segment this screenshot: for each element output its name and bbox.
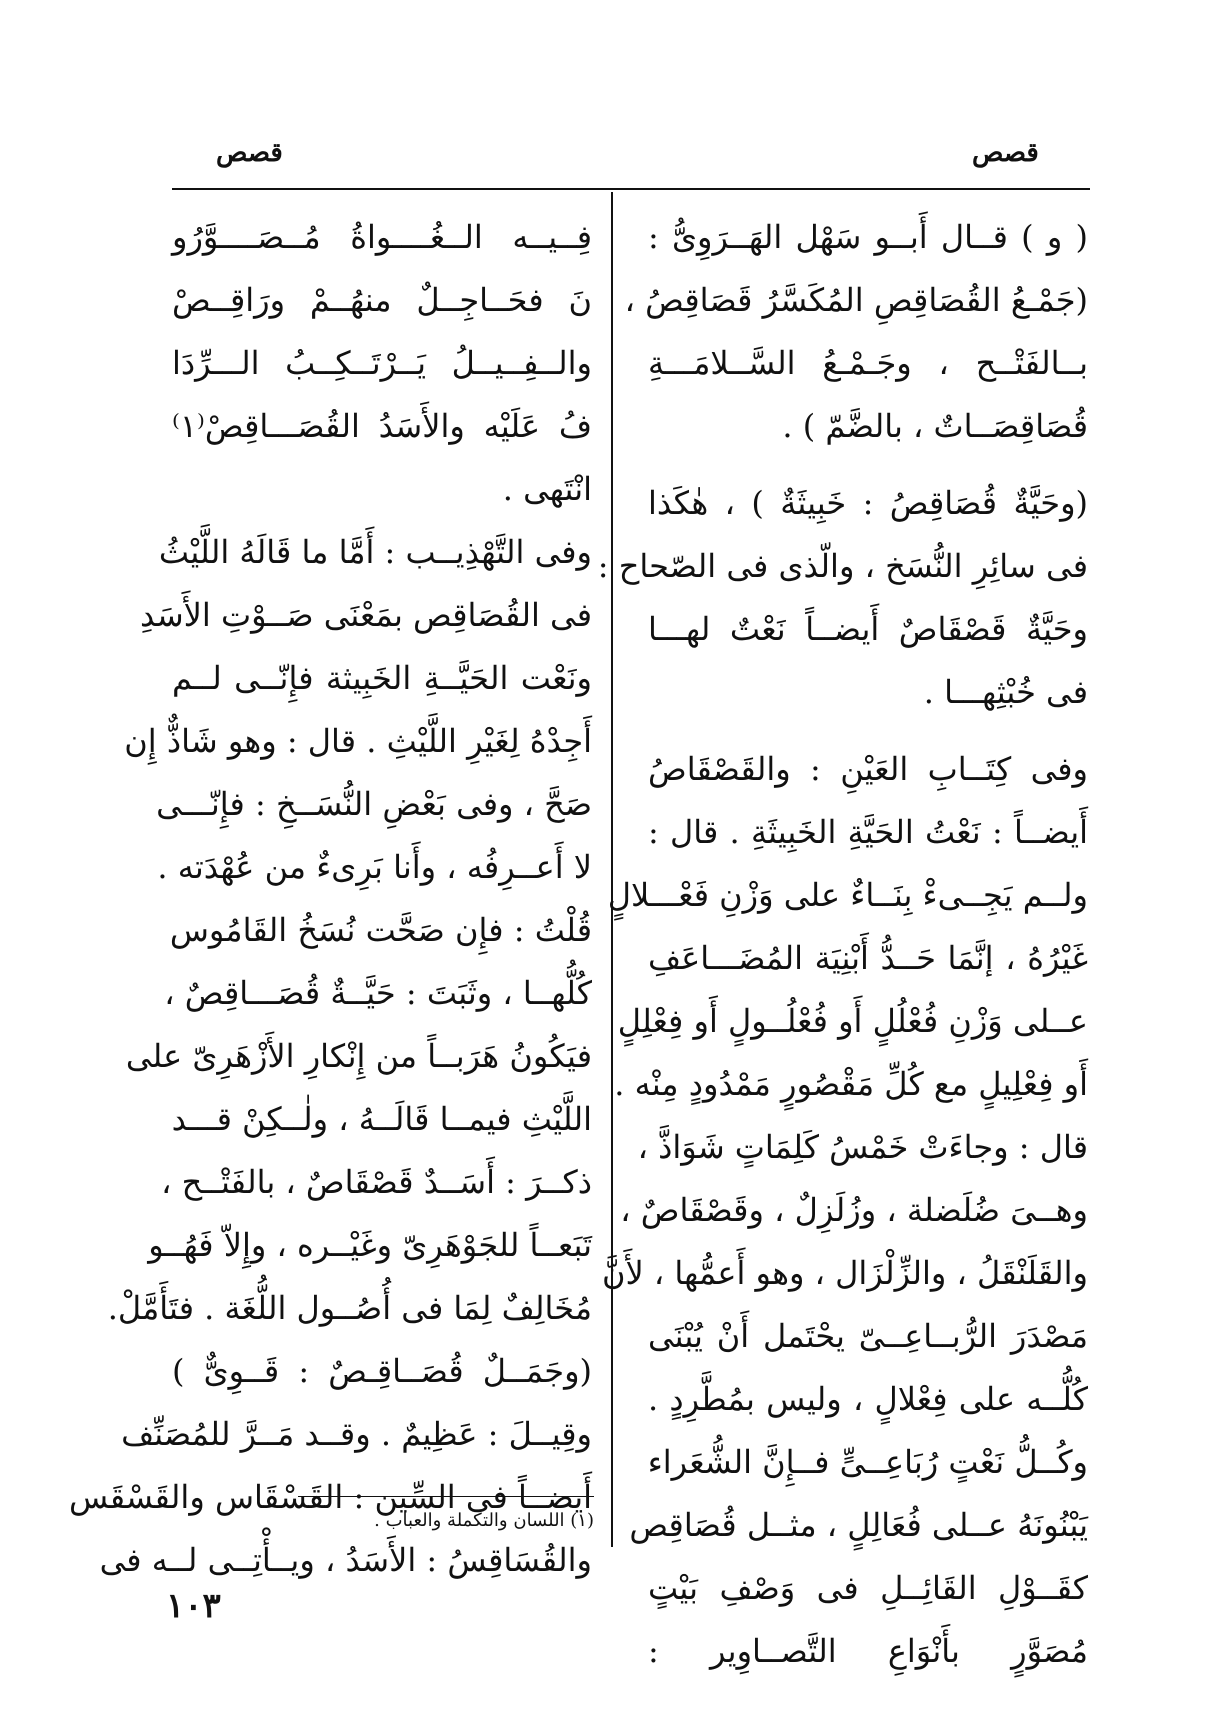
verse-line: فُ عَلَيْه والأَسَدُ القُصَـــاقِصْ⁽١⁾: [172, 407, 592, 445]
text-line: أَجِدْهُ لِغَيْرِ اللَّيْثِ . قال : وهو شَاذٌّ إِن: [124, 722, 592, 760]
verse-line: فِــيــه الــغُــــواةُ مُــصَــــوَّرُو: [172, 218, 592, 256]
text-line: (وجَمَــلٌ قُصَــاقِـصٌ : قَــوِىٌّ ): [172, 1352, 592, 1390]
text-line: اللَّيْثِ فيمــا قَالَــهُ ، ولٰــكِنْ قـــد: [171, 1100, 592, 1138]
right-text-column: [597, 206, 1088, 1683]
text-line: قال : وجاءَتْ خَمْسُ كَلِمَاتٍ شَوَاذَّ ،: [637, 1128, 1088, 1166]
text-line: فى القُصَاقِص بمَعْنَى صَــوْتِ الأَسَدِ: [140, 596, 592, 634]
text-line: وهــىَ ضُلَضلة ، وزُلَزِلٌ ، وقَصْقَاصٌ ،: [620, 1191, 1088, 1229]
text-line: كقَــوْلِ القَائِــلِ فى وَصْفِ بَيْتٍ: [648, 1569, 1088, 1607]
text-line: وكُــلُّ نَعْتٍ رُبَاعِــىٍّ فــإِنَّ الشُّعَراء: [647, 1443, 1088, 1481]
text-line: تَبَعــاً للجَوْهَرِىّ وغَيْــره ، وإِلاّ فَهُــو: [148, 1226, 592, 1264]
text-line: مَصْدَرَ الرُّبــاعِــىّ يحْتَمل أَنْ يُبْنَى: [648, 1317, 1088, 1355]
text-line: فيَكُونُ هَرَبــاً من إِنْكارِ الأَزْهَرِىّ على: [125, 1037, 592, 1075]
text-line: وحَيَّةٌ قَصْقَاصٌ أَيضــاً نَعْتٌ لهـــا: [648, 610, 1088, 648]
text-line: لا أَعــرِفُه ، وأَنا بَرِىءٌ من عُهْدَته .: [157, 848, 592, 886]
text-line: فى خُبْثِهـــا .: [923, 673, 1088, 711]
text-line: ذكــرَ : أَسَــدٌ قَصْقَاصٌ ، بالفَتْــح ،: [161, 1163, 592, 1201]
header-rule: [172, 188, 1090, 190]
text-line: ( و ) قــال أَبــو سَهْل الهَــرَوِىُّ :: [648, 218, 1088, 256]
text-line: وقِيــلَ : عَظِيمٌ . وقــد مَــرَّ للمُصَنِّف: [121, 1415, 592, 1453]
verse-line: نَ فحَــاجِــلٌ منهُــمْ ورَاقِــصْ: [172, 281, 592, 319]
running-header-right: قصص: [972, 138, 1039, 168]
text-line: وفى التَّهْذِيــب : أَمَّا ما قَالَهُ اللَّيْثُ: [158, 533, 592, 571]
text-line: أَيضــاً : نَعْتُ الحَيَّةِ الخَبِيثَةِ . قال :: [648, 813, 1088, 851]
footnote-rule: [298, 1496, 594, 1497]
text-line: قُصَاقِصَــاتٌ ، بالضَّمّ ) .: [782, 407, 1088, 445]
text-line: كُلُّــه على فِعْلالٍ ، وليس بمُطَّرِدٍ .: [648, 1380, 1088, 1418]
text-line: عــلى وَزْنِ فُعْلُلٍ أَو فُعْلُــولٍ أَو فِعْلِلٍ: [617, 1002, 1088, 1040]
text-line: قُلْتُ : فإِن صَحَّت نُسَخُ القَامُوس: [169, 911, 592, 949]
text-line: وفى كِتَــابِ العَيْنِ : والقَصْقَاصُ: [648, 750, 1088, 788]
text-line: (جَمْـعُ القُصَاقِصِ المُكَسَّرُ قَصَاقِصُ ،: [624, 281, 1088, 319]
text-line: بــالفَتْــح ، وجَـمْـعُ السَّــلامَـــةِ: [648, 344, 1088, 382]
text-line: انْتَهى .: [502, 470, 592, 508]
text-line: كُلُّهــا ، وثَبَتَ : حَيَّــةٌ قُصَـــاقِصٌ ،: [164, 974, 592, 1012]
text-line: أَو فِعْلِيلٍ مع كُلِّ مَقْصُورٍ مَمْدُودٍ مِنْه .: [614, 1065, 1088, 1103]
text-line: والقُسَاقِسُ : الأَسَدُ ، ويــأْتِــى لــه فى: [99, 1541, 592, 1579]
text-line: يَبْنُونَهُ عــلى فُعَالِلٍ ، مثــل قُصَاقِص: [629, 1506, 1088, 1544]
text-line: والقَلَنْقَلُ ، والزِّلْزَال ، وهو أَعمُّها ، لأَنَّ: [601, 1254, 1088, 1292]
text-line: غَيْرُهُ ، إنَّمَا حَــدُّ أَبْنِيَة المُضَـــاعَفِ: [648, 939, 1088, 977]
text-line: مُخَالِفٌ لِمَا فى أُصُــول اللُّغَة . فتَأَمَّلْ.: [107, 1289, 592, 1327]
text-line: ولــم يَجِــىءْ بِنَــاءٌ على وَزْنِ فَعْـــلالٍ: [607, 876, 1088, 914]
text-line: مُصَوَّرٍ بأَنْوَاعِ التَّصــاوِير :: [648, 1632, 1088, 1670]
text-line: فى سائِرِ النُّسَخ ، والّذى فى الصّحاح :: [597, 547, 1088, 585]
page-number: ١٠٣: [166, 1586, 221, 1626]
text-line: (وحَيَّةٌ قُصَاقِصُ : خَبِيثَةٌ ) ، هٰكَذا: [648, 484, 1088, 522]
text-line: ونَعْت الحَيَّــةِ الخَبِيثة فإِنّــى لــم: [172, 659, 592, 697]
running-header-left: قصص: [216, 138, 283, 168]
text-line: صَحَّ ، وفى بَعْضِ النُّسَــخِ : فإِنّـــى: [156, 785, 592, 823]
verse-line: والــفِــيــلُ يَــرْتَــكِــبُ الـــرِّدَا: [172, 344, 592, 382]
left-text-column: [68, 206, 592, 1592]
footnote: (١) اللسان والتكملة والعباب .: [374, 1510, 594, 1531]
text-line: أَيضــاً فى السِّين : القَسْقَاس والقَسْقَس: [68, 1478, 592, 1516]
